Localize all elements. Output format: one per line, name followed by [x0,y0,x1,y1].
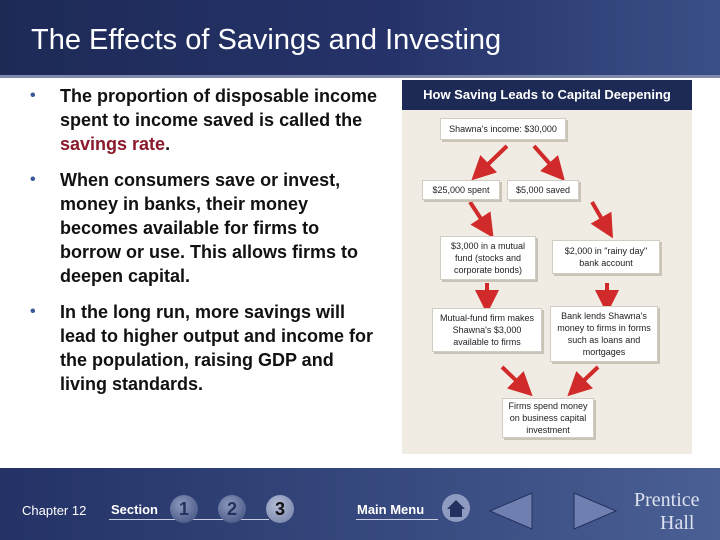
arrow-icon [576,367,598,388]
diagram-title: How Saving Leads to Capital Deepening [402,80,692,110]
publisher-logo: Prentice [634,489,700,511]
income-box: Shawna's income: $30,000 [440,118,566,140]
spent-box: $25,000 spent [422,180,500,200]
arrow-icon [534,146,557,172]
section-label: Section [111,502,158,517]
arrow-icon [502,367,524,388]
header-rule [0,75,720,78]
back-arrow-icon[interactable] [488,491,538,531]
section-1-button[interactable]: 1 [170,495,198,523]
arrow-icon [470,202,487,228]
arrow-icon [480,146,507,172]
highlight-term: savings rate [60,134,166,154]
arrow-icon [592,202,607,228]
bank-lends-box: Bank lends Shawna's money to firms in forms such as loans and mortgages [550,306,658,362]
chapter-label: Chapter 12 [22,503,87,518]
mutual-fund-box: $3,000 in a mutual fund (stocks and corporate bonds) [440,236,536,280]
bullet-item: • When consumers save or invest, money in banks, their money becomes available for firms to borrow or use. This allows firms to deepen capital. [30,170,359,286]
publisher-logo-line2: Hall [660,512,695,534]
slide-title: The Effects of Savings and Investing [31,24,502,56]
main-menu-underline [356,519,438,520]
main-menu-link[interactable]: Main Menu [357,502,425,517]
bullet-dot-icon: • [30,303,36,320]
rainy-day-box: $2,000 in "rainy day" bank account [552,240,660,274]
saved-box: $5,000 saved [507,180,579,200]
fund-firm-box: Mutual-fund firm makes Shawna's $3,000 available to firms [432,308,542,352]
section-2-button[interactable]: 2 [218,495,246,523]
capital-deepening-diagram [402,80,692,454]
forward-arrow-icon[interactable] [568,491,618,531]
bullet-dot-icon: • [30,87,36,104]
firms-spend-box: Firms spend money on business capital investment [502,398,594,438]
bullet-item: • In the long run, more savings will lead to higher output and income for the population, raising GDP and living standards. [30,302,373,394]
bullet-dot-icon: • [30,171,36,188]
bullet-item: • The proportion of disposable income spent to income saved is called the savings rate. [30,86,378,154]
home-icon[interactable] [441,493,471,523]
section-3-button[interactable]: 3 [266,495,294,523]
bullet-list [28,84,378,408]
